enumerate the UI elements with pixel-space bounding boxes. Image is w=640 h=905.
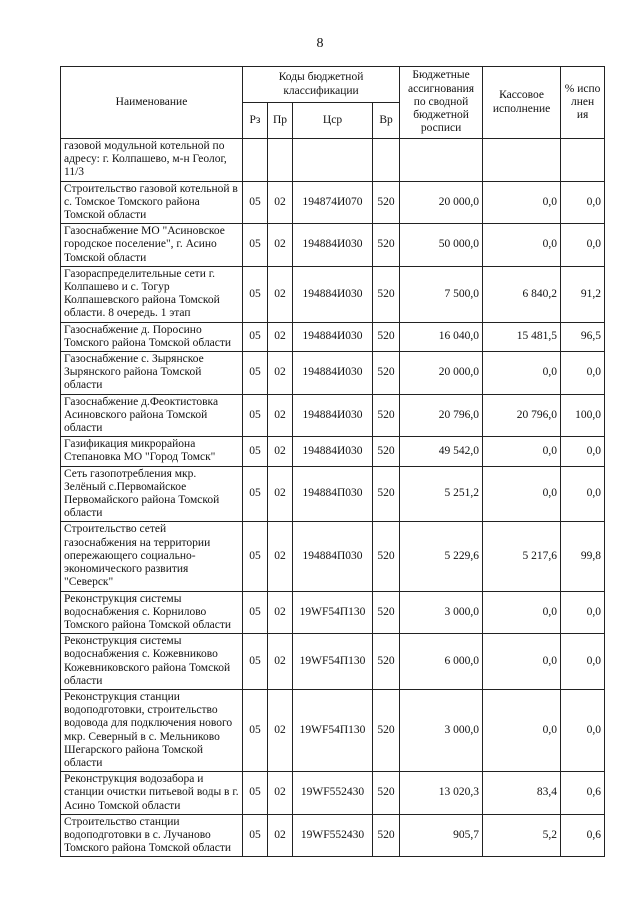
cell-vr: 520	[373, 689, 400, 771]
cell-cash: 5 217,6	[483, 522, 561, 591]
cell-name: Реконструкция станции водоподготовки, строительство водовода для подключения нового мкр. Северный в с. Мельниково Шегарского района Томской области	[61, 689, 243, 771]
cell-assignments: 7 500,0	[400, 266, 483, 322]
table-row	[61, 266, 605, 322]
cell-assignments: 50 000,0	[400, 224, 483, 267]
cell-pr: 02	[268, 466, 293, 522]
cell-vr: 520	[373, 772, 400, 815]
cell-vr: 520	[373, 591, 400, 634]
cell-csr: 194884И030	[293, 437, 373, 466]
cell-rz	[243, 139, 268, 182]
cell-rz: 05	[243, 814, 268, 857]
cell-percent: 0,0	[561, 591, 605, 634]
cell-cash: 83,4	[483, 772, 561, 815]
cell-csr: 194884И030	[293, 394, 373, 437]
cell-cash: 0,0	[483, 466, 561, 522]
cell-vr: 520	[373, 437, 400, 466]
cell-csr	[293, 139, 373, 182]
table-row	[61, 634, 605, 690]
cell-csr: 19WF54П130	[293, 634, 373, 690]
table-row	[61, 689, 605, 771]
cell-rz: 05	[243, 591, 268, 634]
cell-rz: 05	[243, 772, 268, 815]
cell-assignments: 905,7	[400, 814, 483, 857]
cell-pr: 02	[268, 437, 293, 466]
header-percent: % испо лнен ия	[561, 67, 605, 139]
table-row	[61, 437, 605, 466]
cell-assignments: 5 229,6	[400, 522, 483, 591]
cell-cash: 0,0	[483, 352, 561, 395]
table-row	[61, 466, 605, 522]
cell-vr: 520	[373, 522, 400, 591]
cell-vr	[373, 139, 400, 182]
table-row	[61, 224, 605, 267]
cell-vr: 520	[373, 466, 400, 522]
table-body	[61, 139, 605, 857]
cell-percent: 0,0	[561, 224, 605, 267]
cell-percent	[561, 139, 605, 182]
cell-vr: 520	[373, 181, 400, 224]
cell-vr: 520	[373, 814, 400, 857]
cell-name: Сеть газопотребления мкр. Зелёный с.Первомайское Первомайского района Томской области	[61, 466, 243, 522]
header-name: Наименование	[61, 67, 243, 139]
cell-name: газовой модульной котельной по адресу: г. Колпашево, м-н Геолог, 11/3	[61, 139, 243, 182]
cell-name: Газоснабжение д. Поросино Томского района Томской области	[61, 322, 243, 351]
cell-cash: 6 840,2	[483, 266, 561, 322]
cell-name: Строительство сетей газоснабжения на территории опережающего социально-экономического развития "Северск"	[61, 522, 243, 591]
cell-percent: 0,6	[561, 814, 605, 857]
cell-percent: 0,0	[561, 466, 605, 522]
cell-assignments: 3 000,0	[400, 689, 483, 771]
cell-assignments: 5 251,2	[400, 466, 483, 522]
cell-vr: 520	[373, 634, 400, 690]
cell-cash: 0,0	[483, 437, 561, 466]
cell-assignments: 20 000,0	[400, 352, 483, 395]
cell-cash: 15 481,5	[483, 322, 561, 351]
cell-rz: 05	[243, 394, 268, 437]
cell-rz: 05	[243, 352, 268, 395]
cell-assignments: 3 000,0	[400, 591, 483, 634]
cell-pr: 02	[268, 322, 293, 351]
cell-csr: 194884И030	[293, 266, 373, 322]
cell-percent: 0,0	[561, 181, 605, 224]
cell-csr: 194884И030	[293, 224, 373, 267]
cell-assignments: 20 796,0	[400, 394, 483, 437]
cell-name: Реконструкция системы водоснабжения с. Корнилово Томского района Томской области	[61, 591, 243, 634]
cell-pr: 02	[268, 814, 293, 857]
cell-csr: 19WF552430	[293, 772, 373, 815]
header-cash: Кассовое исполнение	[483, 67, 561, 139]
table-row	[61, 322, 605, 351]
cell-name: Строительство станции водоподготовки в с. Лучаново Томского района Томской области	[61, 814, 243, 857]
cell-pr: 02	[268, 591, 293, 634]
cell-csr: 194884П030	[293, 466, 373, 522]
cell-rz: 05	[243, 437, 268, 466]
cell-rz: 05	[243, 224, 268, 267]
cell-percent: 96,5	[561, 322, 605, 351]
budget-table	[60, 66, 605, 857]
header-vr: Вр	[373, 103, 400, 139]
page-number: 8	[316, 36, 324, 51]
cell-pr: 02	[268, 634, 293, 690]
cell-csr: 194874И070	[293, 181, 373, 224]
cell-vr: 520	[373, 322, 400, 351]
cell-percent: 99,8	[561, 522, 605, 591]
header-rz: Рз	[243, 103, 268, 139]
cell-rz: 05	[243, 266, 268, 322]
cell-percent: 0,0	[561, 634, 605, 690]
cell-csr: 19WF552430	[293, 814, 373, 857]
cell-name: Реконструкция водозабора и станции очистки питьевой воды в г. Асино Томской области	[61, 772, 243, 815]
cell-assignments	[400, 139, 483, 182]
cell-rz: 05	[243, 689, 268, 771]
cell-pr: 02	[268, 181, 293, 224]
cell-rz: 05	[243, 466, 268, 522]
table-row	[61, 181, 605, 224]
cell-vr: 520	[373, 394, 400, 437]
cell-cash: 0,0	[483, 689, 561, 771]
header-codes: Коды бюджетной классификации	[243, 67, 400, 103]
cell-cash: 20 796,0	[483, 394, 561, 437]
cell-pr: 02	[268, 689, 293, 771]
cell-name: Газоснабжение МО "Асиновское городское поселение", г. Асино Томской области	[61, 224, 243, 267]
cell-rz: 05	[243, 181, 268, 224]
cell-name: Газораспределительные сети г. Колпашево и с. Тогур Колпашевского района Томской области. 8 очередь. 1 этап	[61, 266, 243, 322]
cell-pr: 02	[268, 772, 293, 815]
cell-pr: 02	[268, 522, 293, 591]
cell-vr: 520	[373, 266, 400, 322]
table-row	[61, 394, 605, 437]
table-row	[61, 352, 605, 395]
cell-assignments: 16 040,0	[400, 322, 483, 351]
cell-vr: 520	[373, 352, 400, 395]
cell-percent: 100,0	[561, 394, 605, 437]
header-csr: Цср	[293, 103, 373, 139]
cell-pr: 02	[268, 394, 293, 437]
cell-csr: 194884И030	[293, 322, 373, 351]
cell-pr: 02	[268, 266, 293, 322]
header-pr: Пр	[268, 103, 293, 139]
cell-cash	[483, 139, 561, 182]
cell-csr: 19WF54П130	[293, 689, 373, 771]
cell-pr: 02	[268, 352, 293, 395]
cell-cash: 0,0	[483, 634, 561, 690]
cell-cash: 0,0	[483, 591, 561, 634]
cell-pr	[268, 139, 293, 182]
cell-name: Газоснабжение с. Зырянское Зырянского района Томской области	[61, 352, 243, 395]
cell-assignments: 13 020,3	[400, 772, 483, 815]
cell-cash: 5,2	[483, 814, 561, 857]
cell-percent: 91,2	[561, 266, 605, 322]
cell-name: Реконструкция системы водоснабжения с. Кожевниково Кожевниковского района Томской области	[61, 634, 243, 690]
cell-assignments: 20 000,0	[400, 181, 483, 224]
cell-percent: 0,0	[561, 352, 605, 395]
table-row	[61, 139, 605, 182]
cell-vr: 520	[373, 224, 400, 267]
table-row	[61, 772, 605, 815]
header-assignments: Бюджетные ассигнования по сводной бюджетной росписи	[400, 67, 483, 139]
table-row	[61, 522, 605, 591]
cell-assignments: 49 542,0	[400, 437, 483, 466]
cell-name: Газоснабжение д.Феоктистовка Асиновского района Томской области	[61, 394, 243, 437]
cell-rz: 05	[243, 634, 268, 690]
cell-percent: 0,6	[561, 772, 605, 815]
cell-percent: 0,0	[561, 437, 605, 466]
cell-percent: 0,0	[561, 689, 605, 771]
cell-csr: 19WF54П130	[293, 591, 373, 634]
table-row	[61, 814, 605, 857]
cell-assignments: 6 000,0	[400, 634, 483, 690]
cell-csr: 194884И030	[293, 352, 373, 395]
cell-cash: 0,0	[483, 181, 561, 224]
cell-csr: 194884П030	[293, 522, 373, 591]
cell-rz: 05	[243, 522, 268, 591]
cell-cash: 0,0	[483, 224, 561, 267]
cell-pr: 02	[268, 224, 293, 267]
table-row	[61, 591, 605, 634]
cell-name: Газификация микрорайона Степановка МО "Город Томск"	[61, 437, 243, 466]
cell-rz: 05	[243, 322, 268, 351]
cell-name: Строительство газовой котельной в с. Томское Томского района Томской области	[61, 181, 243, 224]
